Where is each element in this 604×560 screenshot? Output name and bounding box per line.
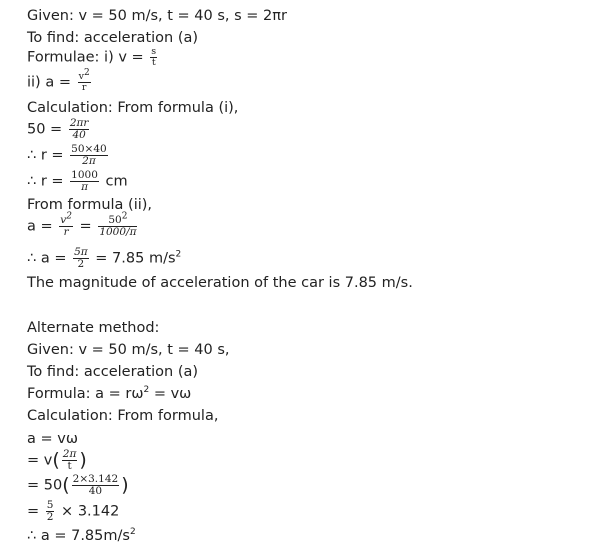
alt-step4-suffix: × 3.142 [56, 503, 120, 520]
exponent: 2 [143, 385, 150, 396]
alt-step2-prefix: = v [27, 452, 53, 469]
fraction-5pi-over-2 [73, 247, 89, 270]
alt-step-4 [27, 500, 119, 523]
alt-step4-prefix: = [27, 503, 44, 520]
denominator: r [63, 226, 69, 239]
eq1-lhs: 50 = [27, 121, 67, 138]
numerator: 5 [46, 499, 54, 511]
numerator: s [151, 46, 157, 57]
fraction-1000-over-pi [70, 170, 99, 193]
numerator: 2πr [69, 117, 89, 129]
denominator: 40 [88, 485, 103, 498]
fraction-50x40-over-2pi [70, 144, 108, 167]
eq2-lhs: ∴ r = [27, 147, 69, 164]
alt-given-line: Given: v = 50 m/s, t = 40 s, [27, 342, 230, 358]
formulae-label: Formulae: i) v = [27, 49, 149, 66]
given-line: Given: v = 50 m/s, t = 40 s, s = 2πr [27, 8, 287, 24]
conclusion-line: The magnitude of acceleration of the car is 7.85 m/s. [27, 275, 413, 291]
denominator: r [81, 81, 87, 93]
fraction-v2-over-r [78, 67, 91, 93]
v-symbol: v [60, 214, 67, 226]
formula-2-label: ii) a = [27, 74, 76, 91]
fraction-502-over-1000pi [98, 211, 137, 239]
numerator: 2×3.142 [72, 473, 119, 485]
alt-formula-prefix: Formula: a = rω [27, 386, 144, 402]
numerator: 1000 [71, 169, 98, 181]
fraction-2x3142-over-40 [72, 474, 120, 497]
denominator: 1000/π [99, 226, 137, 239]
exponent: 2 [129, 527, 136, 538]
denominator: t [67, 460, 72, 473]
denominator: t [151, 56, 156, 68]
to-find-line: To find: acceleration (a) [27, 30, 199, 46]
alt-step-2 [27, 449, 87, 472]
equation-a-result-line [27, 247, 181, 270]
equation-r-line [27, 144, 110, 167]
v-symbol: v [78, 71, 84, 82]
right-paren: ) [121, 474, 129, 497]
fraction-2pir-over-40 [69, 118, 90, 141]
equation-r-value-line [27, 170, 128, 193]
alt-calculation-line: Calculation: From formula, [27, 408, 219, 424]
alt-step-5 [27, 529, 136, 544]
alt-step-3 [27, 474, 129, 497]
alt-formula-suffix: = vω [149, 386, 192, 402]
exponent: 2 [83, 67, 90, 78]
eq3-lhs: ∴ r = [27, 173, 69, 190]
exponent: 2 [121, 211, 128, 222]
right-paren: ) [79, 449, 87, 472]
from-formula-ii-line: From formula (ii), [27, 197, 153, 213]
left-paren: ( [62, 474, 70, 497]
alt-to-find-line: To find: acceleration (a) [27, 364, 199, 380]
unit-cm: cm [100, 173, 128, 190]
equals-sign: = [74, 218, 97, 235]
alt-formula-line [27, 387, 191, 402]
equation-50-line [27, 118, 91, 141]
numerator: 2π [62, 448, 77, 460]
exponent: 2 [66, 211, 72, 222]
fifty: 50 [108, 214, 122, 226]
fraction-5-over-2 [46, 500, 55, 523]
exponent: 2 [175, 249, 182, 260]
denominator: 2 [77, 258, 85, 271]
formula-2-line [27, 67, 93, 93]
alt-step3-prefix: = 50 [27, 477, 63, 494]
denominator: 2π [82, 155, 96, 168]
fraction-s-over-t [150, 47, 157, 68]
calculation-line: Calculation: From formula (i), [27, 100, 239, 116]
numerator: 5π [74, 246, 88, 258]
alt-step5-text: ∴ a = 7.85m/s [27, 528, 130, 544]
numerator: 50×40 [71, 143, 107, 155]
denominator: 2 [46, 511, 54, 524]
alt-step-1: a = vω [27, 431, 78, 447]
fraction-v2-over-r-italic [59, 211, 73, 239]
left-paren: ( [52, 449, 60, 472]
eq5-rhs: = 7.85 m/s [90, 250, 176, 267]
alternate-heading: Alternate method: [27, 320, 160, 336]
equation-a-line [27, 211, 139, 239]
denominator: π [81, 181, 88, 194]
formula-1-line [27, 47, 159, 68]
eq4-lhs: a = [27, 218, 58, 235]
fraction-2pi-over-t [62, 449, 78, 472]
eq5-lhs: ∴ a = [27, 250, 72, 267]
denominator: 40 [72, 129, 86, 142]
